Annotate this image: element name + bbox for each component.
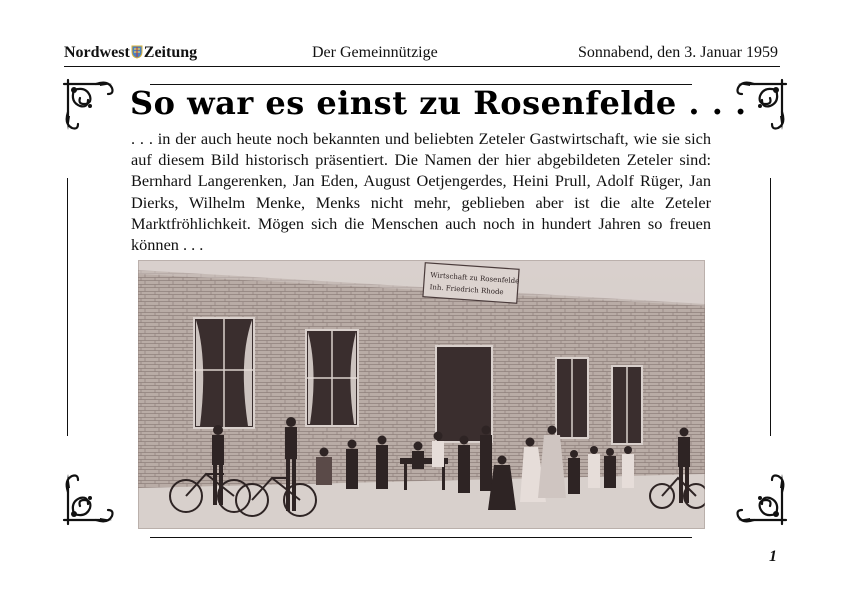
- newspaper-name-part1: Nordwest: [64, 44, 130, 61]
- article-headline: So war es einst zu Rosenfelde . . .: [130, 84, 747, 122]
- ornament-corner-icon: [60, 76, 122, 138]
- page-number: 1: [769, 548, 777, 565]
- masthead: [64, 44, 778, 66]
- photo-drawing: [138, 260, 705, 529]
- frame-left-line: [67, 178, 68, 436]
- issue-date: Sonnabend, den 3. Januar 1959: [578, 44, 778, 61]
- section-title: Der Gemeinnützige: [312, 44, 438, 61]
- newspaper-name: [64, 44, 197, 62]
- historic-photo: [138, 260, 705, 529]
- frame-bottom-line: [150, 537, 692, 538]
- ornament-corner-icon: [728, 466, 790, 528]
- newspaper-name-part2: Zeitung: [143, 44, 198, 61]
- sign-text-line1: Wirtschaft zu Rosenfelde: [430, 271, 520, 286]
- frame-right-line: [770, 178, 771, 436]
- article-intro: . . . in der auch heute noch bekannten und beliebten Zeteler Gastwirtschaft, wie sie sich auf diesem Bild historisch präsentiert. Die Namen der hier abgebildeten Zeteler sind: Bernhard Langerenken, Jan Eden, August Oetjengerdes, Heini Prull, Adolf Rüger, Jan Dierks, Wilhelm Menke, Menks nicht mehr, geblieben aber ist die alte Zeteler Marktfröhlichkeit. Mögen sich die Menschen auch noch in hundert Jahren so freuen können . . .: [131, 129, 711, 255]
- sign-text-line2: Inh. Friedrich Rhode: [429, 283, 504, 297]
- header-rule: [64, 66, 780, 67]
- crest-icon: [131, 45, 143, 59]
- ornament-corner-icon: [60, 466, 122, 528]
